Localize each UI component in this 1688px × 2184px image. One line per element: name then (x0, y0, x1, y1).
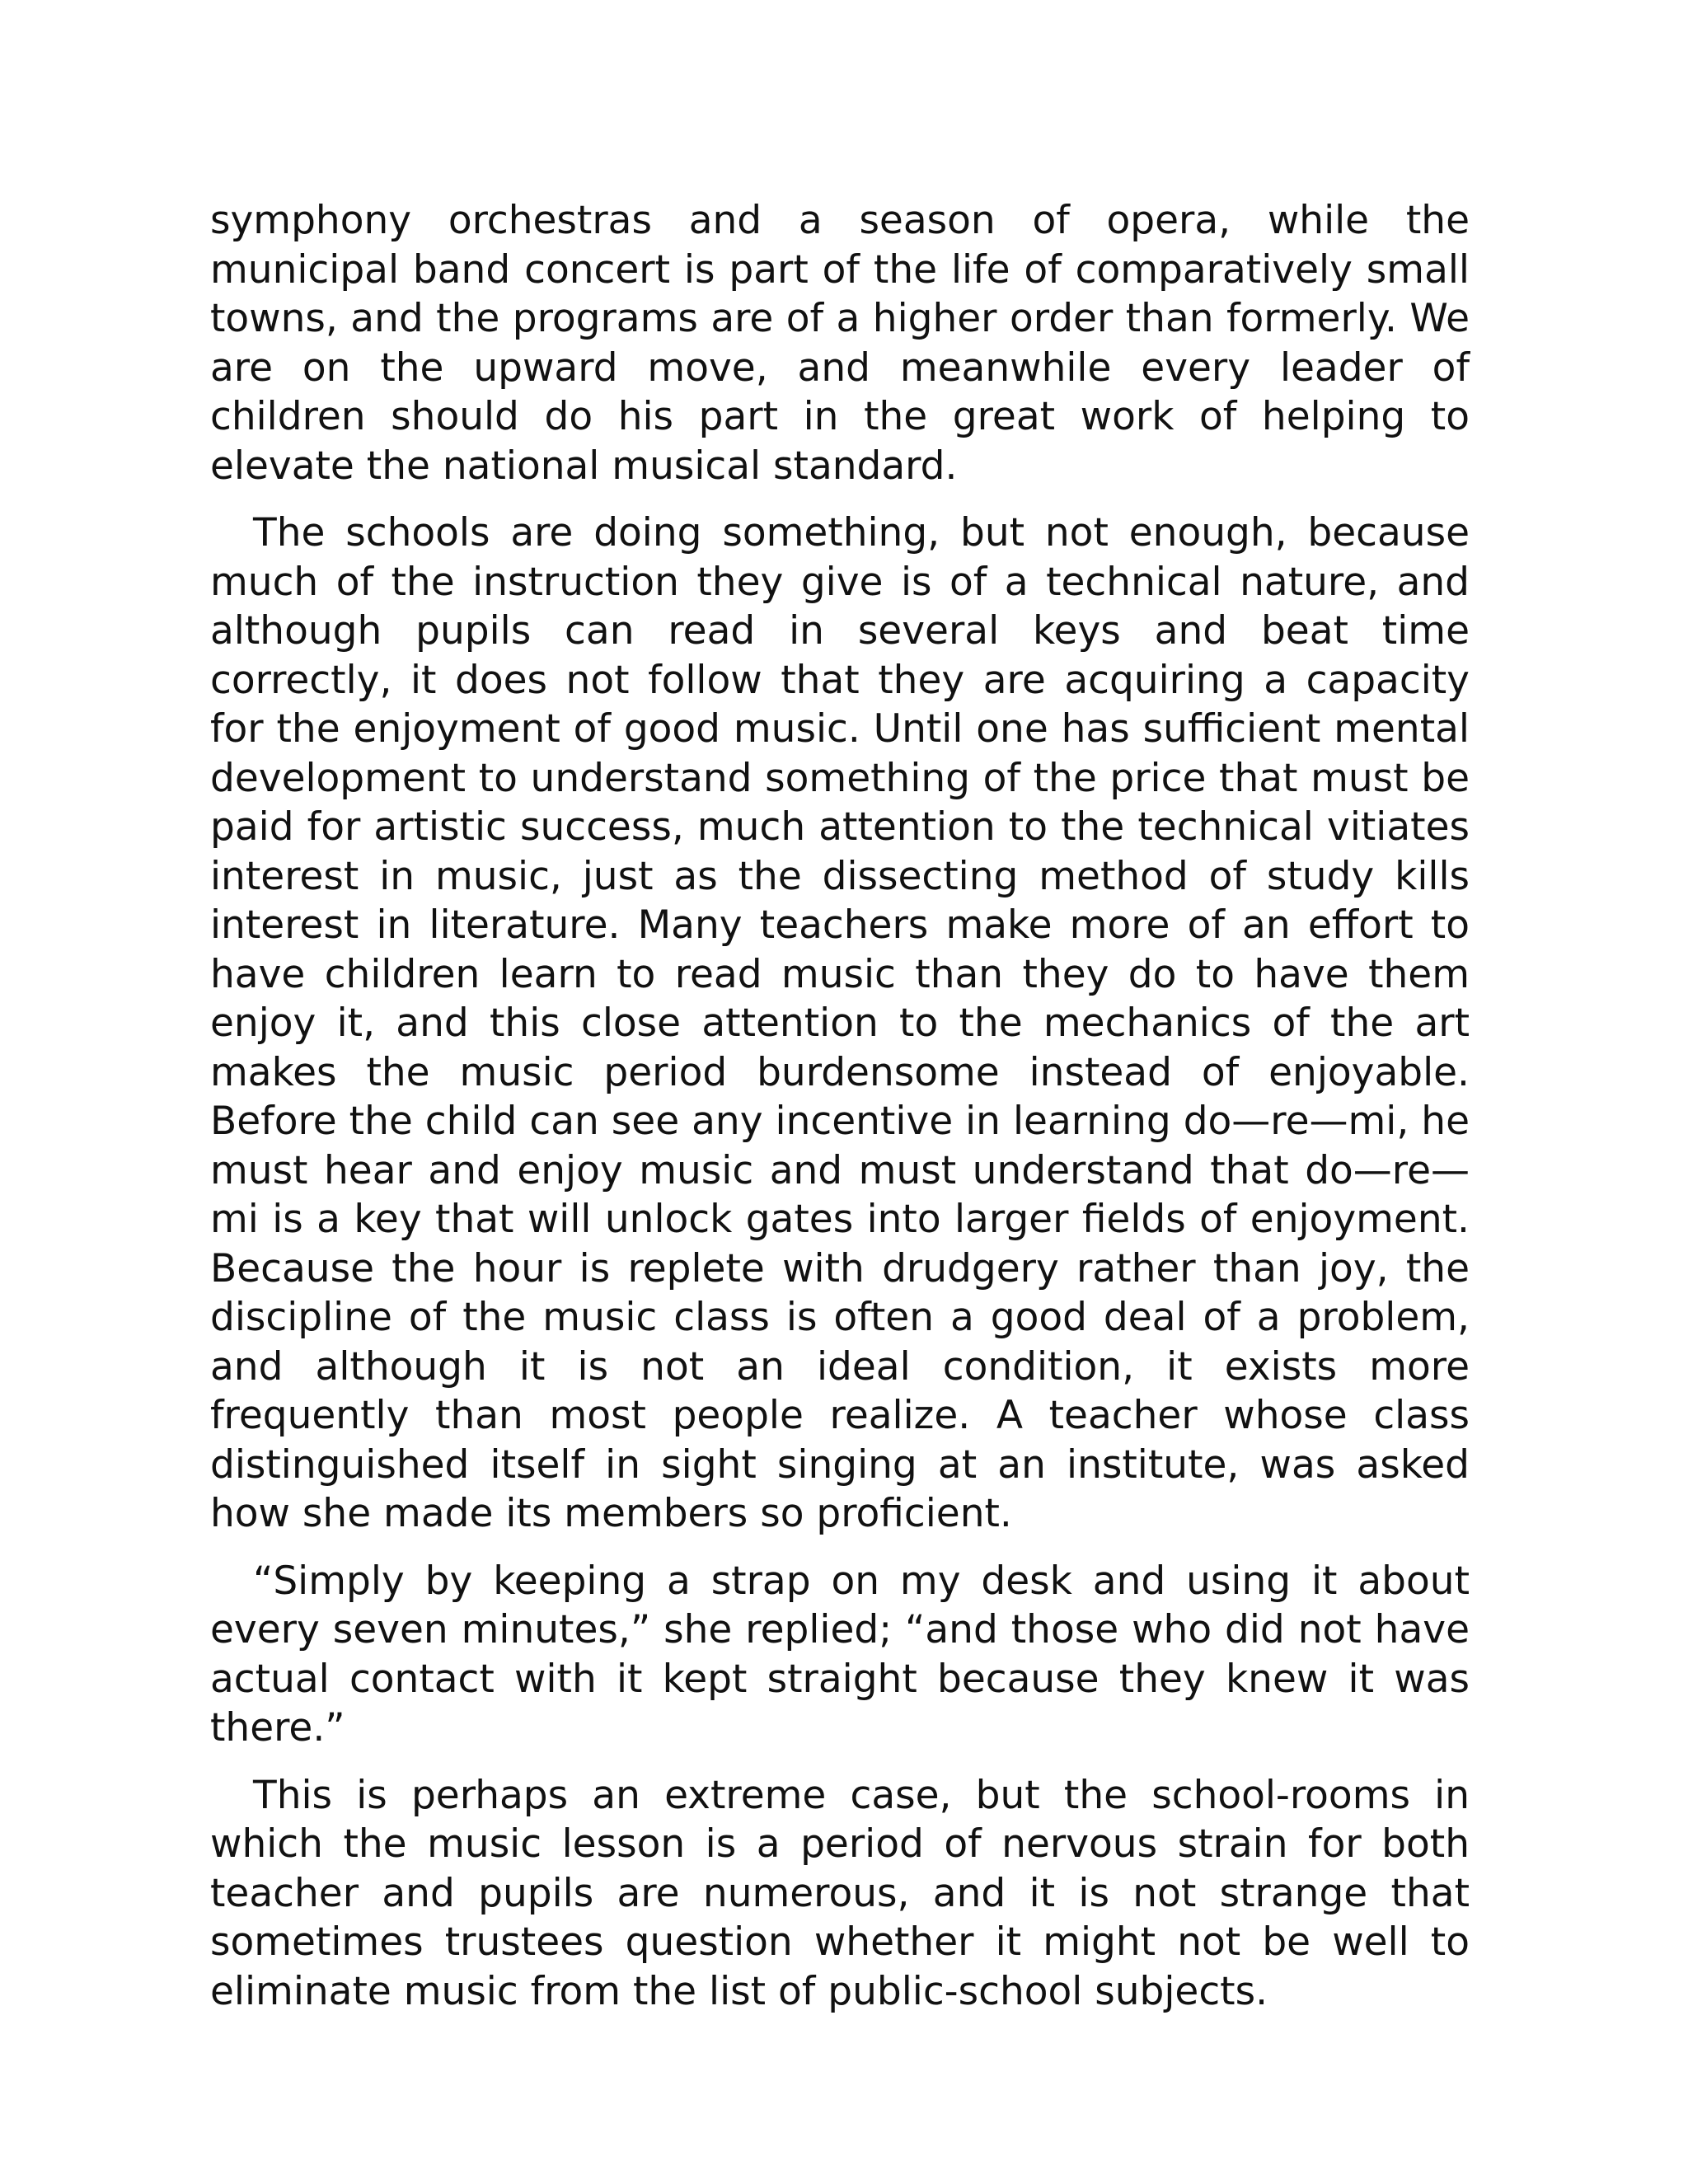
paragraph-3: “Simply by keeping a strap on my desk and using it about every seven minutes,” she replied; “and those who did not have actual contact with it kept straight because they knew it was there.” (210, 1558, 1470, 1750)
paragraph-1: symphony orchestras and a season of opera, while the municipal band concert is part of the life of comparatively small towns, and the programs are of a higher order than formerly. We are on the upward move, and meanwhile every leader of children should do his part in the great work of helping to elevate the national musical standard. (210, 198, 1470, 489)
body-text (210, 196, 1470, 2034)
paragraph-4: This is perhaps an extreme case, but the school-rooms in which the music lesson is a period of nervous strain for both teacher and pupils are numerous, and it is not strange that sometimes trustees question whether it might not be well to eliminate music from the list of public-school subjects. (210, 1772, 1470, 2014)
paragraph-2: The schools are doing something, but not enough, because much of the instruction they give is of a technical nature, and although pupils can read in several keys and beat time correctly, it does not follow that they are acquiring a capacity for the enjoyment of good music. Until one has sufficient mental development to understand something of the price that must be paid for artistic success, much attention to the technical vitiates interest in music, just as the dissecting method of study kills interest in literature. Many teachers make more of an effort to have children learn to read music than they do to have them enjoy it, and this close attention to the mechanics of the art makes the music period burdensome instead of enjoyable. Before the child can see any incentive in learning do—re—mi, he must hear and enjoy music and must understand that do—re—mi is a key that will unlock gates into larger fields of enjoyment. Because the hour is replete with drudgery rather than joy, the discipline of the music class is often a good deal of a problem, and although it is not an ideal condition, it exists more frequently than most people realize. A teacher whose class distinguished itself in sight singing at an institute, was asked how she made its members so proficient. (210, 510, 1470, 1536)
